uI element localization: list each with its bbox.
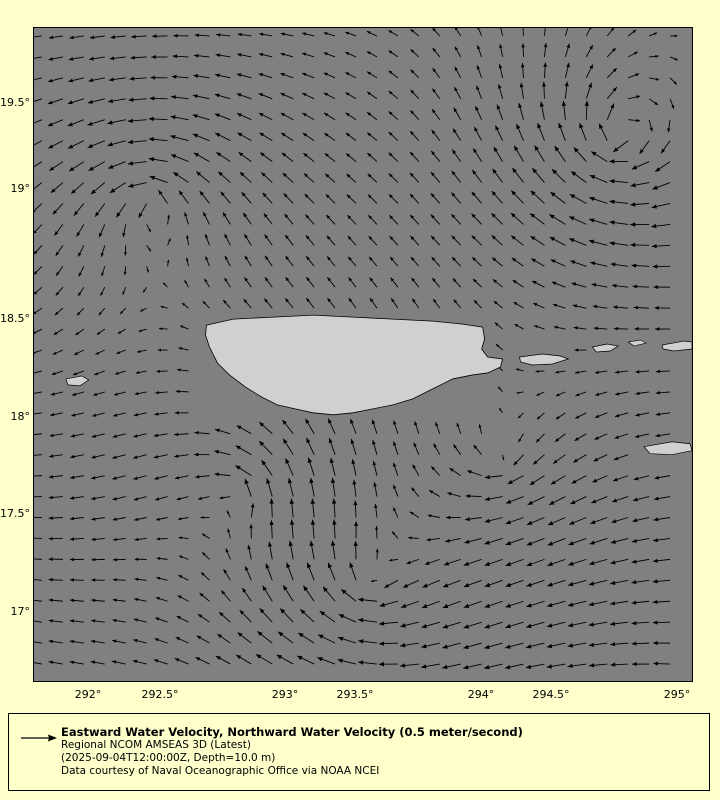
legend-panel xyxy=(8,713,710,791)
x-axis-tick: 292.5° xyxy=(141,688,179,701)
y-axis-tick: 17.5° xyxy=(0,507,30,520)
y-axis-tick: 18.5° xyxy=(0,312,30,325)
y-axis-tick: 19° xyxy=(10,182,30,195)
velocity-vector-field xyxy=(34,28,692,681)
y-axis-tick: 18° xyxy=(10,410,30,423)
y-axis-tick: 17° xyxy=(10,605,30,618)
legend-text-block xyxy=(61,725,701,778)
x-axis-tick: 293° xyxy=(271,688,299,701)
vector-arrow-icon xyxy=(21,732,57,744)
legend-source-model: Regional NCOM AMSEAS 3D (Latest) xyxy=(61,739,251,751)
legend-attribution: Data courtesy of Naval Oceanographic Office via NOAA NCEI xyxy=(61,765,380,777)
map-plot-area[interactable] xyxy=(33,27,693,682)
x-axis-tick: 295° xyxy=(663,688,691,701)
x-axis-tick: 293.5° xyxy=(336,688,374,701)
y-axis-tick: 19.5° xyxy=(0,96,30,109)
legend-timestamp-depth: (2025-09-04T12:00:00Z, Depth=10.0 m) xyxy=(61,752,276,764)
legend-title: Eastward Water Velocity, Northward Water Velocity (0.5 meter/second) xyxy=(61,725,523,739)
x-axis-tick: 292° xyxy=(74,688,102,701)
x-axis-tick: 294° xyxy=(467,688,495,701)
x-axis-tick: 294.5° xyxy=(532,688,570,701)
